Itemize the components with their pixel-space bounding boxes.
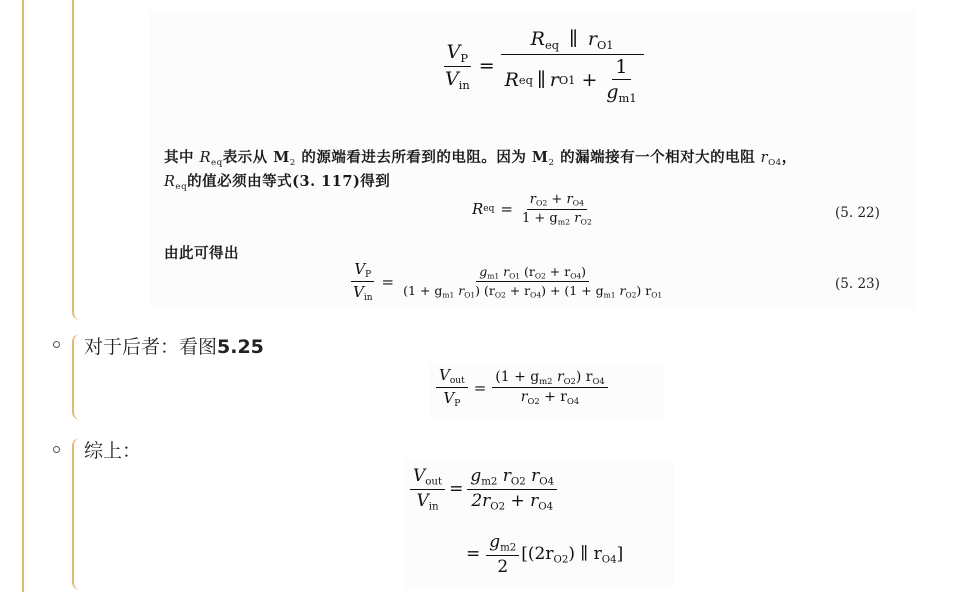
- inner-fraction: [603, 56, 639, 105]
- s2-den-plus: + r: [539, 389, 567, 406]
- eq522-num-plus: + r: [547, 192, 573, 207]
- para1-b: 表示从 M: [222, 149, 290, 166]
- para1-c: 的源端看进去所看到的电阻。因为 M: [295, 149, 549, 166]
- eq522-lhs: R: [472, 200, 484, 219]
- eq-5-22: [472, 192, 595, 226]
- equals: =: [478, 55, 495, 78]
- s3-line2-fraction: [486, 532, 519, 577]
- bullet-section2: [53, 341, 60, 348]
- s3-den-s1: O2: [490, 501, 506, 513]
- eq523-num-s1: m1: [487, 271, 500, 281]
- equals: =: [466, 544, 481, 565]
- eq522-lhs-sub: eq: [483, 204, 495, 215]
- eq523-den-s6: O2: [625, 290, 637, 300]
- den-r: r: [549, 69, 559, 92]
- lhs-num: V: [446, 41, 461, 63]
- s3-line2-par: ) ∥ r: [568, 543, 602, 564]
- s2-lhs-num-sub: out: [449, 376, 465, 387]
- para1-line2-a: 的值必须由等式(3. 117)得到: [187, 173, 391, 190]
- s2-den: r: [520, 389, 528, 406]
- eq523-den-mid: ) (r: [475, 283, 495, 299]
- s2-num-s1: m2: [539, 376, 553, 387]
- s2-lhs-num: V: [439, 366, 450, 384]
- s2-num: (1 + g: [495, 369, 540, 386]
- s3-line2-s2: O4: [601, 554, 617, 566]
- s3-line2-num-sub: m2: [500, 542, 517, 554]
- para1-bsub: 2: [289, 158, 296, 169]
- eq522-num-sub2: O4: [572, 198, 585, 208]
- lhs-den-sub: in: [458, 77, 470, 92]
- eq-vout-vin-line2: [460, 532, 623, 577]
- num-parallel: ∥: [569, 28, 578, 50]
- s3-num-s1: m2: [481, 476, 498, 488]
- eq523-num-rest: (r: [520, 263, 535, 279]
- eq523-lhs-den: V: [353, 283, 364, 302]
- s3-den-plus: + r: [505, 490, 539, 511]
- eq523-den-end: ) r: [636, 283, 652, 299]
- s3-num-r2: r: [525, 466, 540, 486]
- para1-line1: [164, 146, 797, 168]
- outline-rail: [22, 0, 24, 592]
- s2-rhs-fraction: [492, 369, 607, 406]
- eq523-den-s3: O2: [494, 290, 506, 300]
- den-r-sub: O1: [558, 73, 576, 88]
- para1-r: r: [760, 150, 769, 166]
- s3-rhs-fraction: [467, 466, 557, 512]
- s3-num: g: [470, 466, 482, 486]
- num-R-sub: eq: [544, 37, 559, 52]
- section2-figure: [430, 362, 665, 418]
- s3-line2-bracket: [521, 544, 623, 566]
- section2-brace: [72, 334, 83, 420]
- eq523-den-r1: r: [454, 283, 465, 299]
- para2: 由此可得出: [164, 245, 239, 262]
- num-r-sub: O1: [596, 37, 614, 52]
- para1-line2-R: R: [164, 174, 176, 190]
- lhs-num-sub: P: [460, 50, 469, 65]
- eq523-den-s4: O4: [530, 290, 542, 300]
- para1-rsub: O4: [768, 158, 782, 169]
- eq523-num-s4: O4: [570, 271, 582, 281]
- eq-5-23: [350, 260, 665, 303]
- s3-lhs-num-sub: out: [425, 476, 443, 488]
- s2-lhs-den-sub: P: [454, 399, 461, 410]
- eq-vout-vin: [410, 466, 557, 512]
- eq523-den-s1: m1: [442, 290, 455, 300]
- num-r: r: [587, 28, 597, 50]
- s2-num-end: ) r: [575, 369, 593, 386]
- den-R-sub: eq: [518, 73, 533, 88]
- s3-num-s3: O4: [539, 476, 555, 488]
- eq-vp-vin-top: [442, 28, 644, 105]
- eq523-lhs-fraction: [350, 260, 376, 303]
- den-R: R: [504, 69, 519, 92]
- equals: =: [473, 378, 487, 397]
- inner-one: 1: [612, 56, 630, 80]
- s2-lhs-fraction: [436, 366, 468, 409]
- eq523-lhs-den-sub: in: [363, 293, 373, 304]
- s3-line2-s1: O2: [553, 554, 569, 566]
- den-parallel: ∥: [536, 69, 546, 92]
- s2-num-s2: O2: [563, 376, 576, 387]
- s2-num-s3: O4: [592, 376, 605, 387]
- s2-den-s1: O2: [527, 396, 540, 407]
- s3-lhs-fraction: [410, 466, 445, 512]
- eq522-den: 1 + g: [521, 210, 558, 226]
- eq522-fraction: [519, 192, 595, 226]
- eq523-den-p: + r: [505, 283, 531, 299]
- rhs-fraction: [501, 28, 644, 105]
- section3-figure: [404, 460, 674, 588]
- para1-line2: [164, 170, 390, 192]
- eq523-den: (1 + g: [403, 283, 443, 299]
- lhs-den: V: [445, 67, 459, 90]
- eq522-num-sub1: O2: [535, 198, 548, 208]
- s3-lhs-den-sub: in: [428, 501, 439, 513]
- eq523-num-s3: O2: [534, 271, 546, 281]
- section2-label: [84, 332, 264, 359]
- eq522-den-sub2: O2: [580, 217, 592, 227]
- eq523-num-s2: O1: [509, 271, 521, 281]
- eq-number-5-22: (5. 22): [835, 205, 880, 221]
- eq522-den-sub1: m2: [557, 217, 571, 227]
- eq522-num: r: [529, 192, 536, 207]
- eq523-lhs-num: V: [354, 260, 366, 278]
- eq523-num-end: ): [581, 263, 587, 279]
- equals: =: [381, 272, 395, 291]
- s2-lhs-den: V: [443, 389, 455, 408]
- eq522-den-r: r: [570, 210, 581, 226]
- s3-line2-num: g: [489, 532, 501, 552]
- eq523-num-r1: r: [499, 263, 510, 279]
- s3-line2-den: 2: [497, 556, 509, 577]
- den-plus: +: [581, 69, 598, 92]
- section3-label: 综上：: [84, 440, 142, 462]
- s3-den-s2: O4: [538, 501, 554, 513]
- equals: =: [500, 200, 513, 219]
- inner-g-sub: m1: [618, 90, 637, 105]
- bullet-section3: [53, 446, 60, 453]
- section1-figure: [150, 10, 915, 308]
- num-R: R: [530, 28, 545, 50]
- eq523-den-s7: O1: [651, 290, 663, 300]
- eq523-den-r2: r: [615, 283, 626, 299]
- section2-label-bold: 5.25: [217, 336, 264, 358]
- eq523-lhs-num-sub: P: [365, 270, 372, 281]
- inner-g: g: [606, 80, 619, 103]
- s3-line2-end: ]: [616, 543, 624, 564]
- eq523-num-g: g: [479, 263, 488, 279]
- s3-num-s2: O2: [510, 476, 526, 488]
- s3-den: 2r: [471, 490, 491, 511]
- s2-num-r: r: [552, 369, 564, 386]
- para1-d: 的漏端接有一个相对大的电阻: [554, 149, 761, 166]
- eq523-den-s5: m1: [603, 290, 616, 300]
- eq523-den-s2: O1: [464, 290, 476, 300]
- para1-line2-Rsub: eq: [175, 182, 188, 193]
- section1-brace: [72, 0, 83, 320]
- section2-label-text: 对于后者：看图: [84, 336, 218, 358]
- eq-vout-vp: [436, 366, 608, 409]
- s2-den-s2: O4: [566, 396, 580, 407]
- s3-line2-rest: [(2r: [521, 543, 554, 564]
- eq523-num-plus: + r: [545, 263, 571, 279]
- eq-number-5-23: (5. 23): [835, 276, 880, 292]
- equals: =: [449, 479, 464, 500]
- para1-e: ，: [781, 149, 797, 166]
- s3-lhs-den: V: [416, 490, 429, 511]
- para1-csub: 2: [548, 158, 555, 169]
- s3-lhs-num: V: [413, 466, 426, 486]
- lhs-fraction: [442, 41, 473, 92]
- para1-R: R: [199, 150, 211, 166]
- para1-Rsub: eq: [210, 158, 223, 169]
- para1-a: 其中: [164, 149, 200, 166]
- s3-num-r: r: [497, 466, 511, 486]
- eq523-rhs-fraction: [400, 264, 665, 300]
- section3-brace: [72, 438, 83, 590]
- eq523-den-mid2: ) + (1 + g: [541, 283, 604, 299]
